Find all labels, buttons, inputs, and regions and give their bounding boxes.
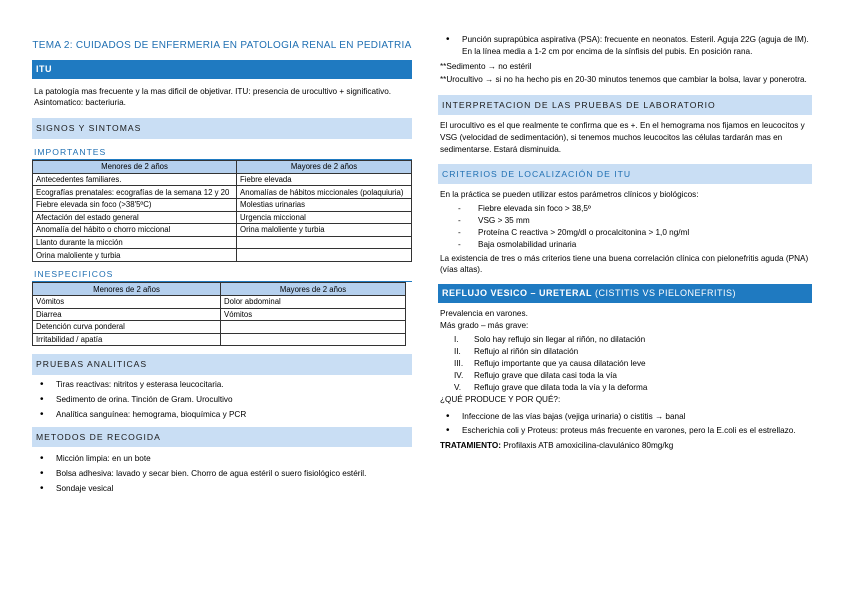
table-cell: Orina maloliente y turbia [237, 224, 412, 237]
criterios-conclusion: La existencia de tres o más criterios tiene una buena correlación clínica con pielonefritis aguda (PNA) (vías altas). [440, 253, 809, 275]
table-cell: Fiebre elevada [237, 173, 412, 186]
table-cell [221, 333, 406, 346]
grados-list [438, 334, 812, 393]
list-item: • Sondaje vesical [38, 483, 412, 495]
table-cell: Dolor abdominal [221, 296, 406, 309]
col-mayores: Mayores de 2 años [221, 283, 406, 296]
criterios-heading: CRITERIOS DE LOCALIZACIÓN DE ITU [438, 164, 812, 184]
pruebas-list [32, 379, 412, 421]
list-item: • Analítica sanguínea: hemograma, bioquímica y PCR [38, 409, 412, 421]
reflujo-heading-sub: (CISTITIS VS PIELONEFRITIS) [592, 288, 737, 299]
table-cell: Antecedentes familiares. [33, 173, 237, 186]
list-item: - Fiebre elevada sin foco > 38,5º [456, 203, 812, 215]
inespecificos-table [32, 282, 406, 346]
table-row [33, 333, 406, 346]
inespecificos-heading: INESPECIFICOS [32, 267, 412, 282]
causes-list [438, 411, 812, 438]
list-item: - Proteína C reactiva > 20mg/dl o procalcitonina > 1,0 ng/ml [456, 227, 812, 239]
tratamiento-label: TRATAMIENTO: [440, 441, 501, 451]
signos-heading: SIGNOS Y SINTOMAS [32, 118, 412, 138]
list-item [452, 358, 812, 370]
list-item: • Sedimento de orina. Tinción de Gram. Urocultivo [38, 394, 412, 406]
criterios-intro: En la práctica se pueden utilizar estos parámetros clínicos y biológicos: [440, 190, 699, 200]
table-cell: Fiebre elevada sin foco (>38'5ºC) [33, 199, 237, 212]
table-row [33, 186, 412, 199]
reflujo-heading [438, 284, 812, 303]
grado-text: Reflujo al riñón sin dilatación [474, 347, 579, 357]
document-title: TEMA 2: CUIDADOS DE ENFERMERIA EN PATOLOGIA RENAL EN PEDIATRIA [32, 40, 412, 51]
table-cell: Diarrea [33, 308, 221, 321]
list-item: - Baja osmolabilidad urinaria [456, 239, 812, 251]
interpretacion-text: El urocultivo es el que realmente te confirma que es +. En el hemograma nos fijamos en leucocitos y VSG (velocidad de sedimentación), si tenemos muchos leucocitos las células tardarán mas en sedimentarse. Estará disminuida. [440, 121, 805, 154]
table-row [33, 308, 406, 321]
reflujo-grado-intro: Más grado – más grave: [440, 321, 529, 331]
itu-heading: ITU [32, 60, 412, 79]
table-cell [237, 236, 412, 249]
list-item [452, 382, 812, 394]
table-cell: Afectación del estado general [33, 211, 237, 224]
col-mayores: Mayores de 2 años [237, 161, 412, 174]
col-menores: Menores de 2 años [33, 283, 221, 296]
table-cell: Ecografías prenatales: ecografías de la semana 12 y 20 [33, 186, 237, 199]
table-cell: Detención curva ponderal [33, 321, 221, 334]
note-sedimento: **Sedimento → no estéril [440, 61, 532, 71]
table-header-row [33, 161, 412, 174]
roman-number: IV. [454, 370, 464, 380]
list-item: • Tiras reactivas: nitritos y esterasa leucocitaria. [38, 379, 412, 391]
table-row [33, 236, 412, 249]
importantes-table [32, 160, 412, 262]
grado-text: Reflujo importante que ya causa dilatación leve [474, 358, 646, 368]
metodos-heading: METODOS DE RECOGIDA [32, 427, 412, 447]
table-row [33, 173, 412, 186]
table-header-row [33, 283, 406, 296]
table-cell: Anomalías de hábitos miccionales (polaquiuria) [237, 186, 412, 199]
table-cell: Molestias urinarias [237, 199, 412, 212]
grado-text: Reflujo grave que dilata toda la vía y la deforma [474, 382, 648, 392]
list-item: • Micción limpia: en un bote [38, 453, 412, 465]
criterios-list [438, 203, 812, 251]
roman-number: II. [454, 347, 461, 357]
grado-text: Reflujo grave que dilata casi toda la vía [474, 370, 617, 380]
metodos-list [32, 453, 412, 495]
table-cell: Orina maloliente y turbia [33, 249, 237, 262]
list-item: • Punción suprapúbica aspirativa (PSA): frecuente en neonatos. Esteril. Aguja 22G (aguja de IM). En la línea media a 1-2 cm por encima de la sínfisis del pubis. En posición rana. [444, 34, 812, 58]
reflujo-heading-main: REFLUJO VESICO – URETERAL [442, 288, 593, 299]
list-item: • Bolsa adhesiva: lavado y secar bien. Chorro de agua estéril o suero fisiológico estéril. [38, 468, 412, 480]
table-row [33, 199, 412, 212]
tratamiento-text: Profilaxis ATB amoxicilina-clavulánico 80mg/kg [500, 441, 674, 451]
table-cell [221, 321, 406, 334]
tratamiento [438, 440, 812, 454]
left-column [32, 0, 412, 498]
table-cell [237, 249, 412, 262]
col-menores: Menores de 2 años [33, 161, 237, 174]
table-cell: Irritabilidad / apatía [33, 333, 221, 346]
table-cell: Urgencia miccional [237, 211, 412, 224]
itu-text: La patología mas frecuente y la mas dificil de objetivar. ITU: presencia de urocultivo + significativo. Asintomatico: bacteriuria. [34, 86, 392, 108]
table-cell: Vómitos [33, 296, 221, 309]
list-item [452, 334, 812, 346]
right-column [438, 0, 812, 454]
grado-text: Solo hay reflujo sin llegar al riñón, no dilatación [474, 335, 646, 345]
interpretacion-heading: INTERPRETACION DE LAS PRUEBAS DE LABORATORIO [438, 95, 812, 115]
list-item [452, 346, 812, 358]
importantes-heading: IMPORTANTES [32, 145, 412, 160]
reflujo-question: ¿QUÉ PRODUCE Y POR QUÉ?: [440, 394, 561, 404]
puncion-list [438, 34, 812, 58]
table-row [33, 249, 412, 262]
roman-number: V. [454, 382, 461, 392]
list-item: • Escherichia coli y Proteus: proteus más frecuente en varones, pero la E.coli es el estrellazo. [444, 425, 812, 437]
table-cell: Vómitos [221, 308, 406, 321]
table-cell: Llanto durante la micción [33, 236, 237, 249]
roman-number: I. [454, 335, 459, 345]
table-cell: Anomalía del hábito o chorro miccional [33, 224, 237, 237]
roman-number: III. [454, 358, 464, 368]
list-item [452, 370, 812, 382]
table-row [33, 224, 412, 237]
list-item: - VSG > 35 mm [456, 215, 812, 227]
note-urocultivo: **Urocultivo → si no ha hecho pis en 20-30 minutos tenemos que cambiar la bolsa, lavar y ponerotra. [440, 74, 807, 84]
table-row [33, 211, 412, 224]
table-row [33, 321, 406, 334]
pruebas-heading: PRUEBAS ANALITICAS [32, 354, 412, 374]
table-row [33, 296, 406, 309]
reflujo-prevalencia: Prevalencia en varones. [440, 309, 528, 319]
list-item: • Infeccione de las vías bajas (vejiga urinaria) o cistitis → banal [444, 411, 812, 423]
